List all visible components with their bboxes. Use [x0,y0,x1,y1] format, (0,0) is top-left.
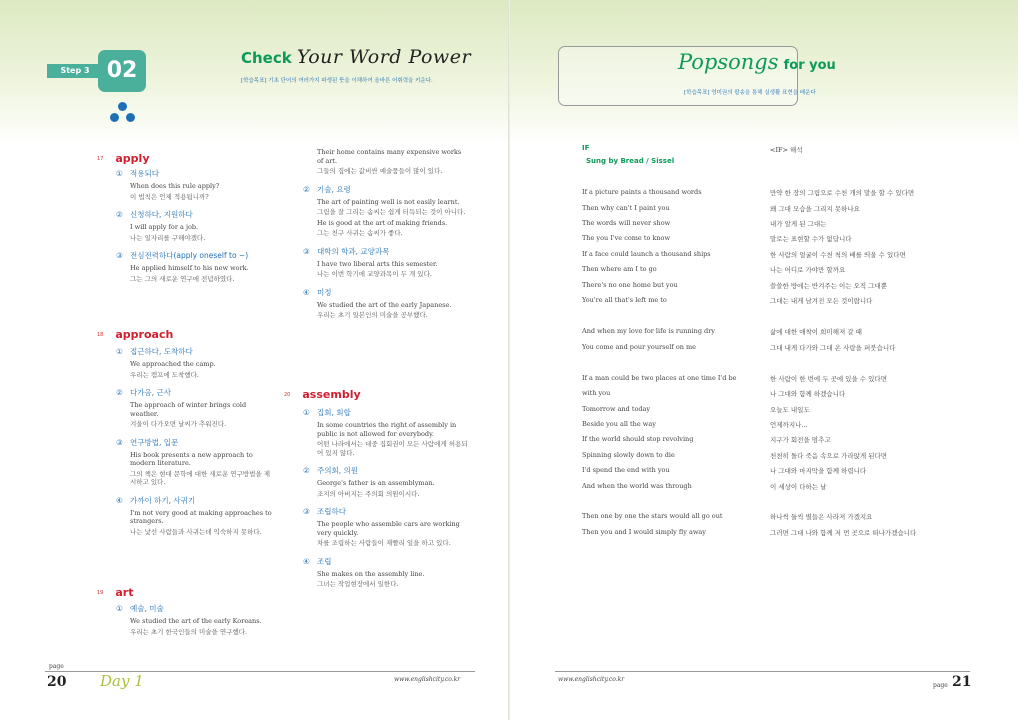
page-label-right: page [933,682,948,689]
lyric-en: Then why can't I paint you [582,204,670,212]
lyric-ko: 말로는 표현할 수가 없답니다 [770,235,852,243]
lyric-en: Spinning slowly down to die [582,451,675,459]
sense-label: ① 접근하다, 도착하다 [116,347,193,356]
lyric-en: Then you and I would simply fly away [582,528,706,536]
example-en: Their home contains many expensive works of art. [317,148,462,165]
lyric-en: And when the world was through [582,482,692,490]
example-ko: 그녀는 작업현장에서 일한다. [317,580,399,588]
sense-label: ④ 가까이 하기, 사귀기 [116,495,196,505]
example-en: We approached the camp. [130,360,216,368]
section-title-popsongs [678,50,836,74]
lyric-ko: 나는 어디로 가야만 할까요 [770,266,846,274]
title-for-you: for you [783,58,836,73]
example-en: George's father is an assemblyman. [317,479,435,487]
word-block-art-continued [303,146,468,320]
step-number: 02 [98,50,146,92]
word-heading-assembly [284,384,361,403]
word-number: 17 [97,155,104,162]
lyric-en: Then where am I to go [582,265,657,273]
lyric-ko: 나 그대와 함께 하겠습니다 [770,390,846,398]
example-en: The approach of winter brings cold weather. [130,401,247,418]
lyric-en: Beside you all the way [582,420,656,428]
example-ko: 나는 이번 학기에 교양과목이 두 개 있다. [317,270,432,278]
example-en: She makes on the assembly line. [317,569,425,578]
lyric-en: You're all that's left me to [582,296,667,304]
three-dots-icon [110,102,136,124]
sense-label: ① 집회, 회합 [303,408,351,417]
lyric-en: There's no one home but you [582,281,678,289]
sense-label: ③ 대학의 학과, 교양과목 [303,246,390,256]
step-label: Step 3 [47,64,103,78]
word-block-art [116,603,276,636]
song-translation-heading: <IF> 해석 [770,146,803,154]
book-spine [508,0,510,720]
example-en: When does this rule apply? [130,182,220,190]
lyric-ko: 지구가 회전을 멈추고 [770,436,831,444]
word-heading-art [97,582,133,601]
song-title: IF [582,144,590,152]
title-check: Check [241,49,292,67]
lyric-ko: 이 세상이 다하는 날 [770,483,827,491]
lyric-en: If a face could launch a thousand ships [582,250,711,258]
example-ko: 그의 책은 현대 문학에 대한 새로운 연구방법을 제시하고 있다. [130,469,271,486]
lyric-ko: 왜 그대 모습을 그리지 못하나요 [770,205,860,213]
word-heading-approach [97,324,173,343]
page-number-right: 21 [952,674,972,690]
lyric-ko: 만약 한 장의 그림으로 수천 개의 말을 할 수 있다면 [770,189,915,197]
sense-label: ③ 전심전력하다(apply oneself to ~) [116,251,249,260]
word-block-assembly [303,407,468,589]
example-en: We studied the art of the early Japanese. [317,300,452,309]
lyric-ko: 하나씩 둘씩 별들은 사라져 가겠지요 [770,513,873,521]
example-ko: 그들의 집에는 값비싼 예술품들이 많이 있다. [317,167,443,175]
lyric-ko: 오늘도 내일도 [770,406,810,414]
lyric-ko: 언제까지나... [770,421,808,429]
word-number: 18 [97,331,104,338]
title-popsongs: Popsongs [678,50,779,74]
example-ko: 조지의 아버지는 주의회 의원이시다. [317,489,420,498]
word-number: 20 [284,391,291,398]
example-ko: 우리는 초기 한국인들의 미술을 연구했다. [130,627,248,636]
lyric-en: And when my love for life is running dry [582,327,715,335]
example-en: I'm not very good at making approaches to strangers. [130,508,272,525]
lyric-ko: 나 그대와 마지막을 함께 하렵니다 [770,467,867,475]
lyric-en: I'd spend the end with you [582,466,670,474]
example-ko: 나는 일자리를 구해야겠다. [130,233,206,242]
sense-label: ① 적용되다 [116,169,159,178]
example-en: We studied the art of the early Koreans. [130,617,262,625]
page-label-left: page [49,663,64,670]
lyric-ko: 한 사람이 한 번에 두 곳에 있을 수 있다면 [770,375,887,383]
sense-label: ① 예술, 미술 [116,604,164,613]
lyric-ko: 삶에 대한 애착이 희미해져 갈 때 [770,328,862,336]
example-ko: 나는 낯선 사람들과 사귀는데 익숙하지 못하다. [130,527,262,536]
word-title: assembly [302,388,361,401]
example-en: I have two liberal arts this semester. [317,259,438,268]
example-ko: 그는 친구 사귀는 솜씨가 좋다. [317,229,403,237]
lyric-ko: 내가 알게 된 그대는 [770,220,827,228]
lyric-ko: 한 사람의 얼굴이 수천 척의 배를 띄울 수 있다면 [770,251,906,259]
example-ko: 그는 그의 새로운 연구에 전념하였다. [130,274,235,283]
sense-label: ② 신청하다, 지원하다 [116,210,193,219]
lyric-ko: 쓸쓸한 방에는 반겨주는 이는 오직 그대뿐 [770,282,888,290]
sense-label: ④ 미정 [303,287,332,297]
word-number: 19 [97,589,104,596]
example-en: He is good at the art of making friends. [317,218,448,227]
lyric-ko: 천천히 돌다 죽음 속으로 가라앉게 된다면 [770,452,888,460]
example-en: I will apply for a job. [130,223,199,231]
sense-label: ③ 연구방법, 입문 [116,437,179,447]
section-title-check-your-word-power [241,46,471,68]
example-ko: 우리는 초기 일본인의 미술을 공부했다. [317,311,428,319]
title-your-word-power: Your Word Power [296,46,472,68]
lyric-en: You come and pour yourself on me [582,343,697,351]
page-number-left: 20 [47,674,67,690]
site-url-left: www.englishcity.co.kr [394,676,461,683]
lyric-ko: 그대 내게 다가와 그대 온 사랑을 퍼붓습니다 [770,344,896,352]
example-en: He applied himself to his new work. [130,264,249,272]
sense-label: ② 주의회, 의원 [303,466,358,475]
lyric-en: Tomorrow and today [582,405,651,413]
word-heading-apply [97,148,150,167]
word-title: art [115,586,134,599]
word-title: approach [115,328,174,341]
learning-goal-right: [학습목표] 영미권의 팝송을 통해 실생활 표현을 배운다 [684,90,816,96]
sense-label: ④ 조립 [303,556,332,566]
sense-label: ② 기술, 요령 [303,184,351,194]
site-url-right: www.englishcity.co.kr [558,676,625,683]
word-block-approach [116,346,276,536]
lyric-ko: 그대는 내게 남겨진 모든 것이랍니다 [770,297,873,305]
song-artist: Sung by Bread / Sissel [586,157,675,165]
lyric-en: with you [582,389,611,397]
lyric-ko: 그러면 그대 나와 함께 저 먼 곳으로 떠나가겠습니다 [770,529,917,537]
sense-label: ② 다가옴, 근사 [116,388,171,397]
lyric-en: If a man could be two places at one time I'd be [582,374,737,382]
lyric-en: If the world should stop revolving [582,435,694,443]
footer-rule-right [555,671,970,672]
lyric-en: The you I've come to know [582,234,671,242]
word-title: apply [115,152,150,165]
example-en: His book presents a new approach to modern literature. [130,450,253,467]
example-en: The people who assemble cars are working very quickly. [317,520,460,537]
example-ko: 이 법칙은 언제 적용됩니까? [130,192,209,201]
example-ko: 어떤 나라에서는 대중 집회권이 모든 사람에게 허용되어 있지 않다. [317,440,468,457]
example-ko: 그림을 잘 그리는 솜씨는 쉽게 터득되는 것이 아니다. [317,208,466,216]
sense-label: ③ 조립하다 [303,507,346,516]
lyric-en: The words will never show [582,219,671,227]
example-en: The art of painting well is not easily learnt. [317,197,460,206]
example-ko: 우리는 캠프에 도착했다. [130,370,199,379]
example-en: In some countries the right of assembly in public is not allowed for everybody. [317,421,457,438]
example-ko: 차를 조립하는 사람들이 재빨리 일을 하고 있다. [317,539,451,547]
learning-goal-left: [학습목표] 기초 단어의 여러가지 파생된 뜻을 이해하여 올바른 어휘력을 키운다. [241,78,433,84]
lyric-en: Then one by one the stars would all go out [582,512,723,520]
day-label: Day 1 [100,672,144,690]
word-block-apply [116,168,276,283]
lyric-en: If a picture paints a thousand words [582,188,702,196]
example-ko: 겨울이 다가오면 날씨가 추워진다. [130,420,227,428]
